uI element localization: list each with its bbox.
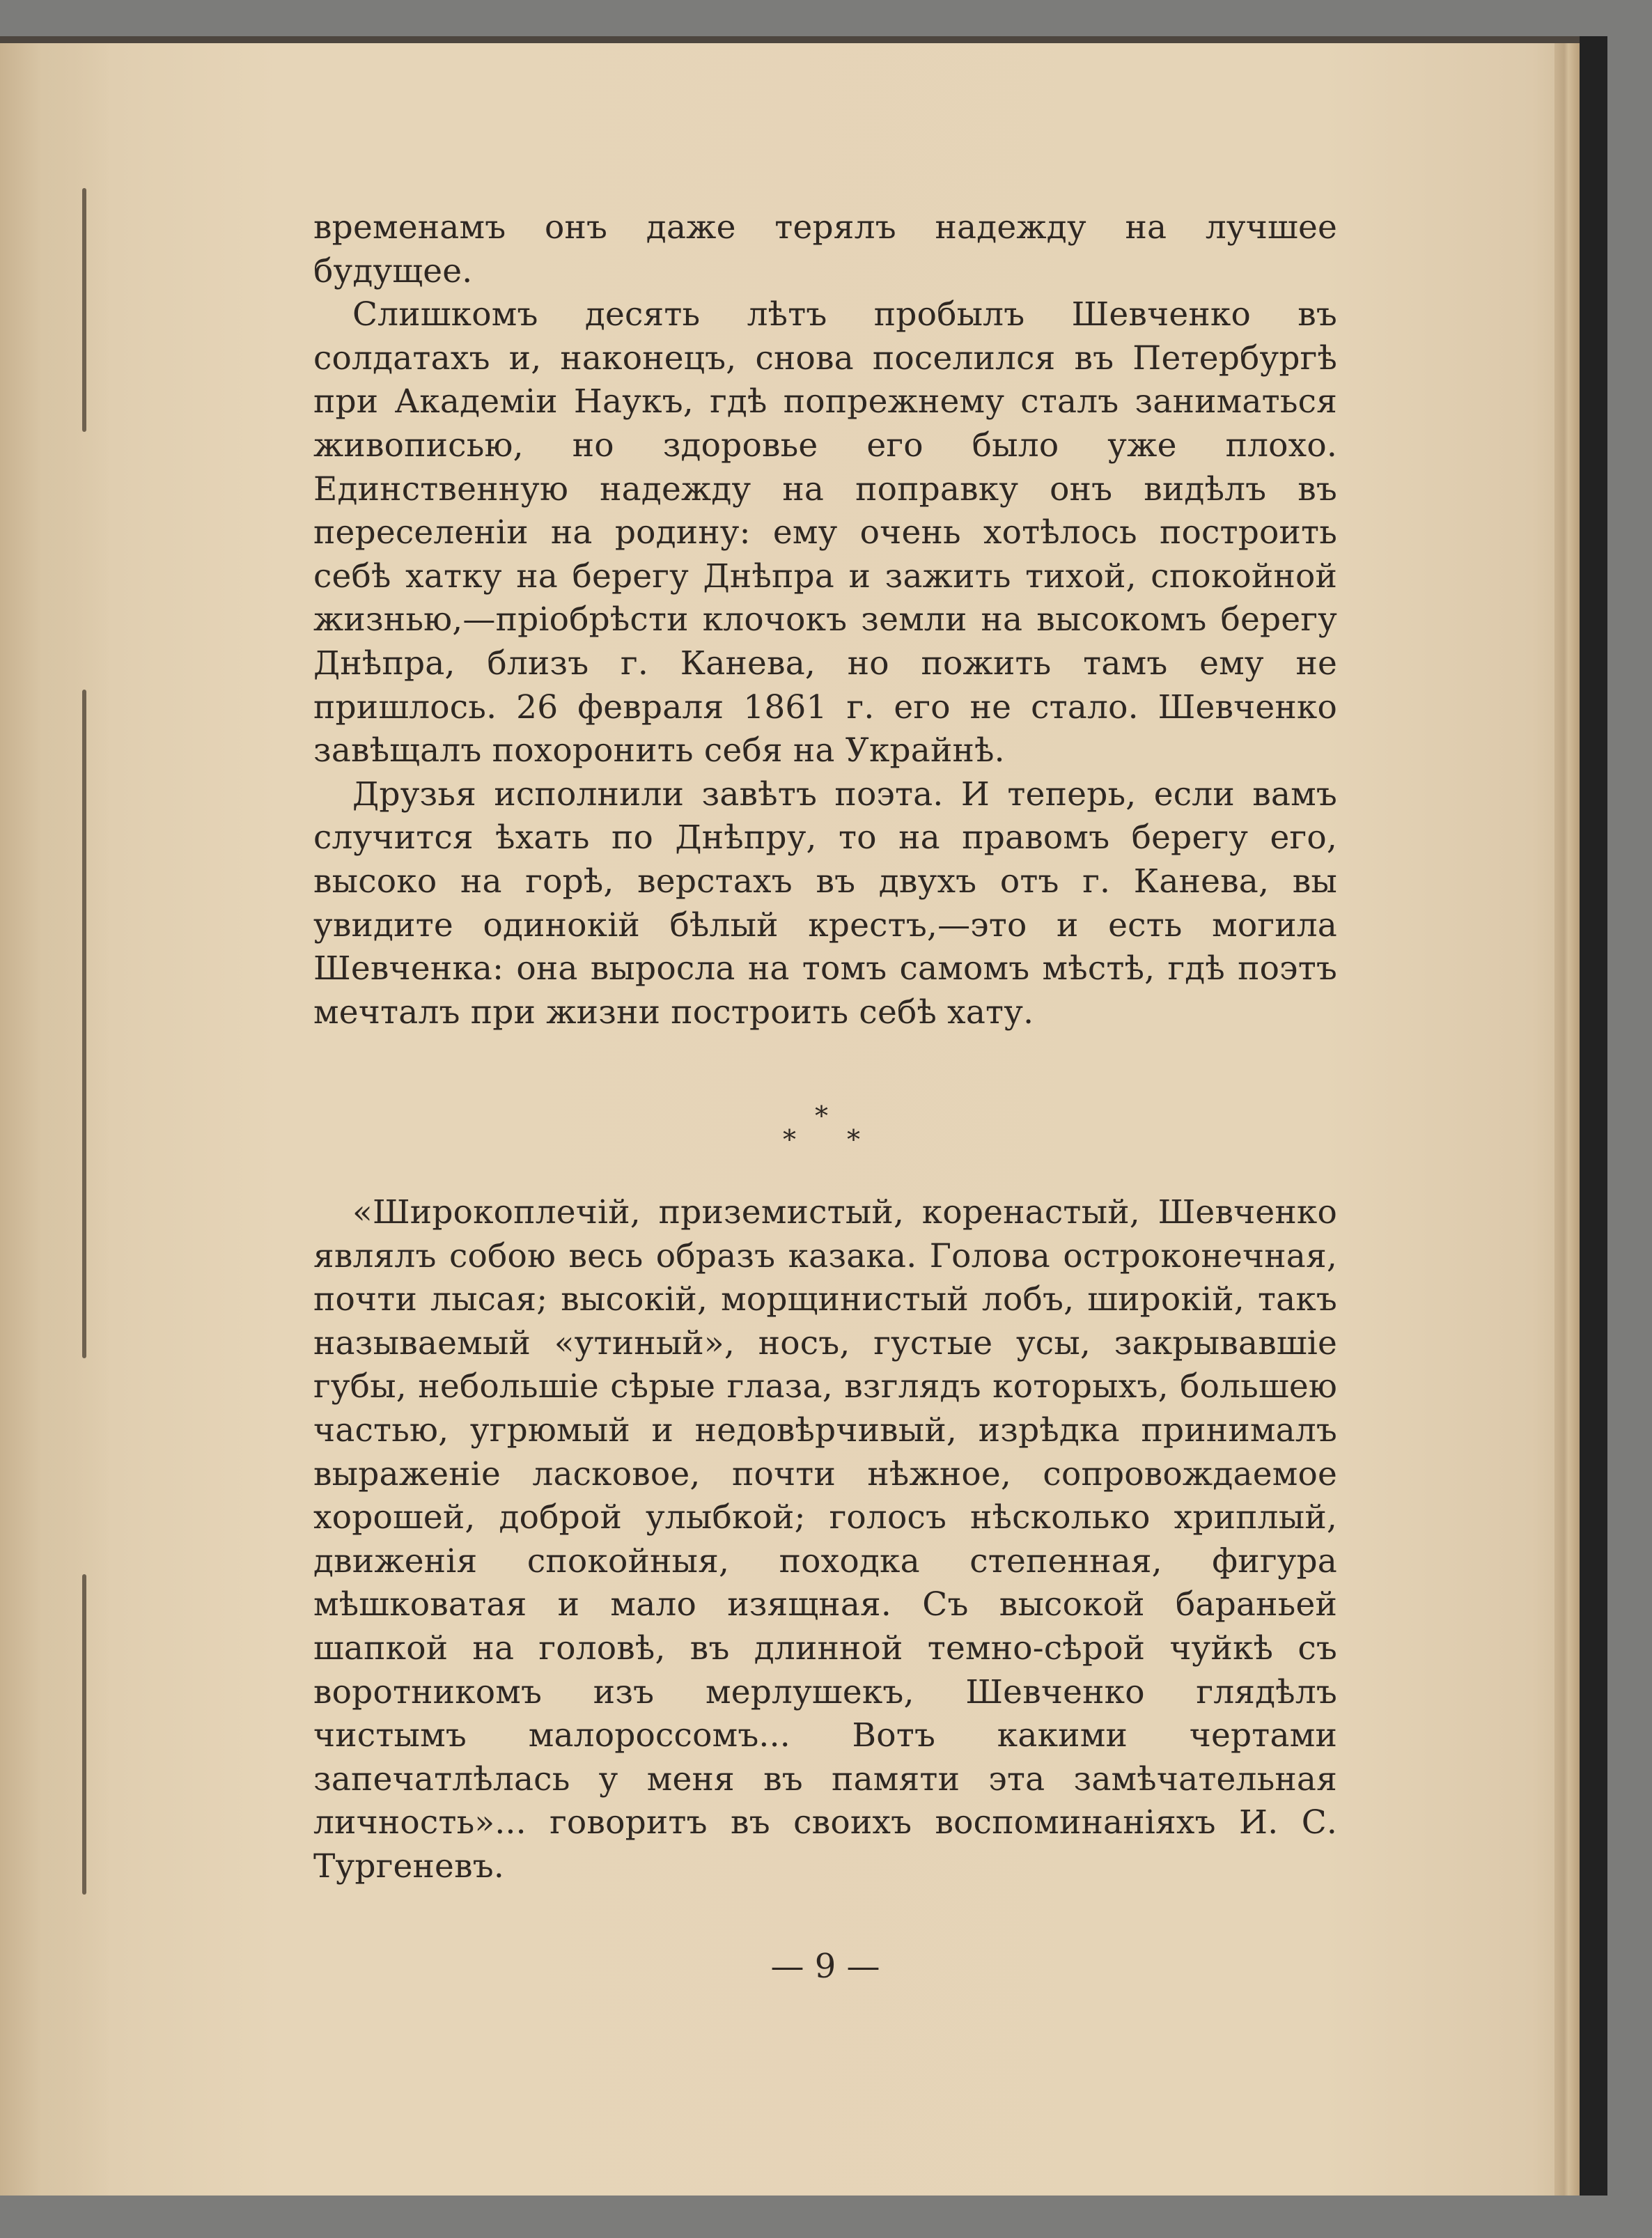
binding-thread-mark <box>82 188 86 432</box>
binding-thread-mark <box>82 690 86 1358</box>
page-number: — 9 — <box>770 1947 880 1986</box>
paragraph: временамъ онъ даже терялъ надежду на лучшее будущее. <box>313 208 1337 290</box>
page-top-edge <box>0 36 1580 43</box>
body-text-bottom <box>313 1191 1337 1889</box>
section-separator <box>759 1101 891 1163</box>
page-fore-edge <box>1554 36 1580 2196</box>
paragraph: Слишкомъ десять лѣтъ пробылъ Шевченко въ солдатахъ и, наконецъ, снова поселился въ Петербургѣ при Академіи Наукъ, гдѣ попрежнему сталъ заниматься живописью, но здоровье его было уже плохо. Единственную надежду на поправку онъ видѣлъ въ переселеніи на родину: ему очень хотѣлось построить себѣ хатку на берегу Днѣпра и зажить тихой, спокойной жизнью,—пріобрѣсти клочокъ земли на высокомъ берегу Днѣпра, близъ г. Канева, но пожить тамъ ему не пришлось. 26 февраля 1861 г. его не стало. Шевченко завѣщалъ похоронить себя на Украйнѣ. <box>313 295 1337 770</box>
scan-shadow <box>1580 36 1607 2196</box>
asterisk: * <box>815 1101 828 1131</box>
asterisk: * <box>783 1124 796 1155</box>
quote-paragraph: «Широкоплечій, приземистый, коренастый, Шевченко являлъ собою весь образъ казака. Голова остроконечная, почти лысая; высокій, морщинистый лобъ, широкій, такъ называемый «утиный», носъ, густые усы, закрывавшіе губы, небольшіе сѣрые глаза, взглядъ которыхъ, большею частью, угрюмый и недовѣрчивый, изрѣдка принималъ выраженіе ласковое, почти нѣжное, сопровождаемое хорошей, доброй улыбкой; голосъ нѣсколько хриплый, движенія спокойныя, походка степенная, фигура мѣшковатая и мало изящная. Съ высокой бараньей шапкой на головѣ, въ длинной темно-сѣрой чуйкѣ съ воротникомъ изъ мерлушекъ, Шевченко глядѣлъ чистымъ малороссомъ... Вотъ какими чертами запечатлѣлась у меня въ памяти эта замѣчательная личность»... говоритъ въ своихъ воспоминаніяхъ И. С. Тургеневъ. <box>313 1193 1337 1886</box>
asterisk: * <box>847 1124 860 1155</box>
body-text-top <box>313 206 1337 1034</box>
paragraph: Друзья исполнили завѣтъ поэта. И теперь, если вамъ случится ѣхать по Днѣпру, то на правомъ берегу его, высоко на горѣ, верстахъ въ двухъ отъ г. Канева, вы увидите одинокій бѣлый крестъ,—это и есть могила Шевченка: она выросла на томъ самомъ мѣстѣ, гдѣ поэтъ мечталъ при жизни построить себѣ хату. <box>313 775 1337 1032</box>
binding-thread-mark <box>82 1574 86 1895</box>
page-gutter <box>0 36 111 2196</box>
